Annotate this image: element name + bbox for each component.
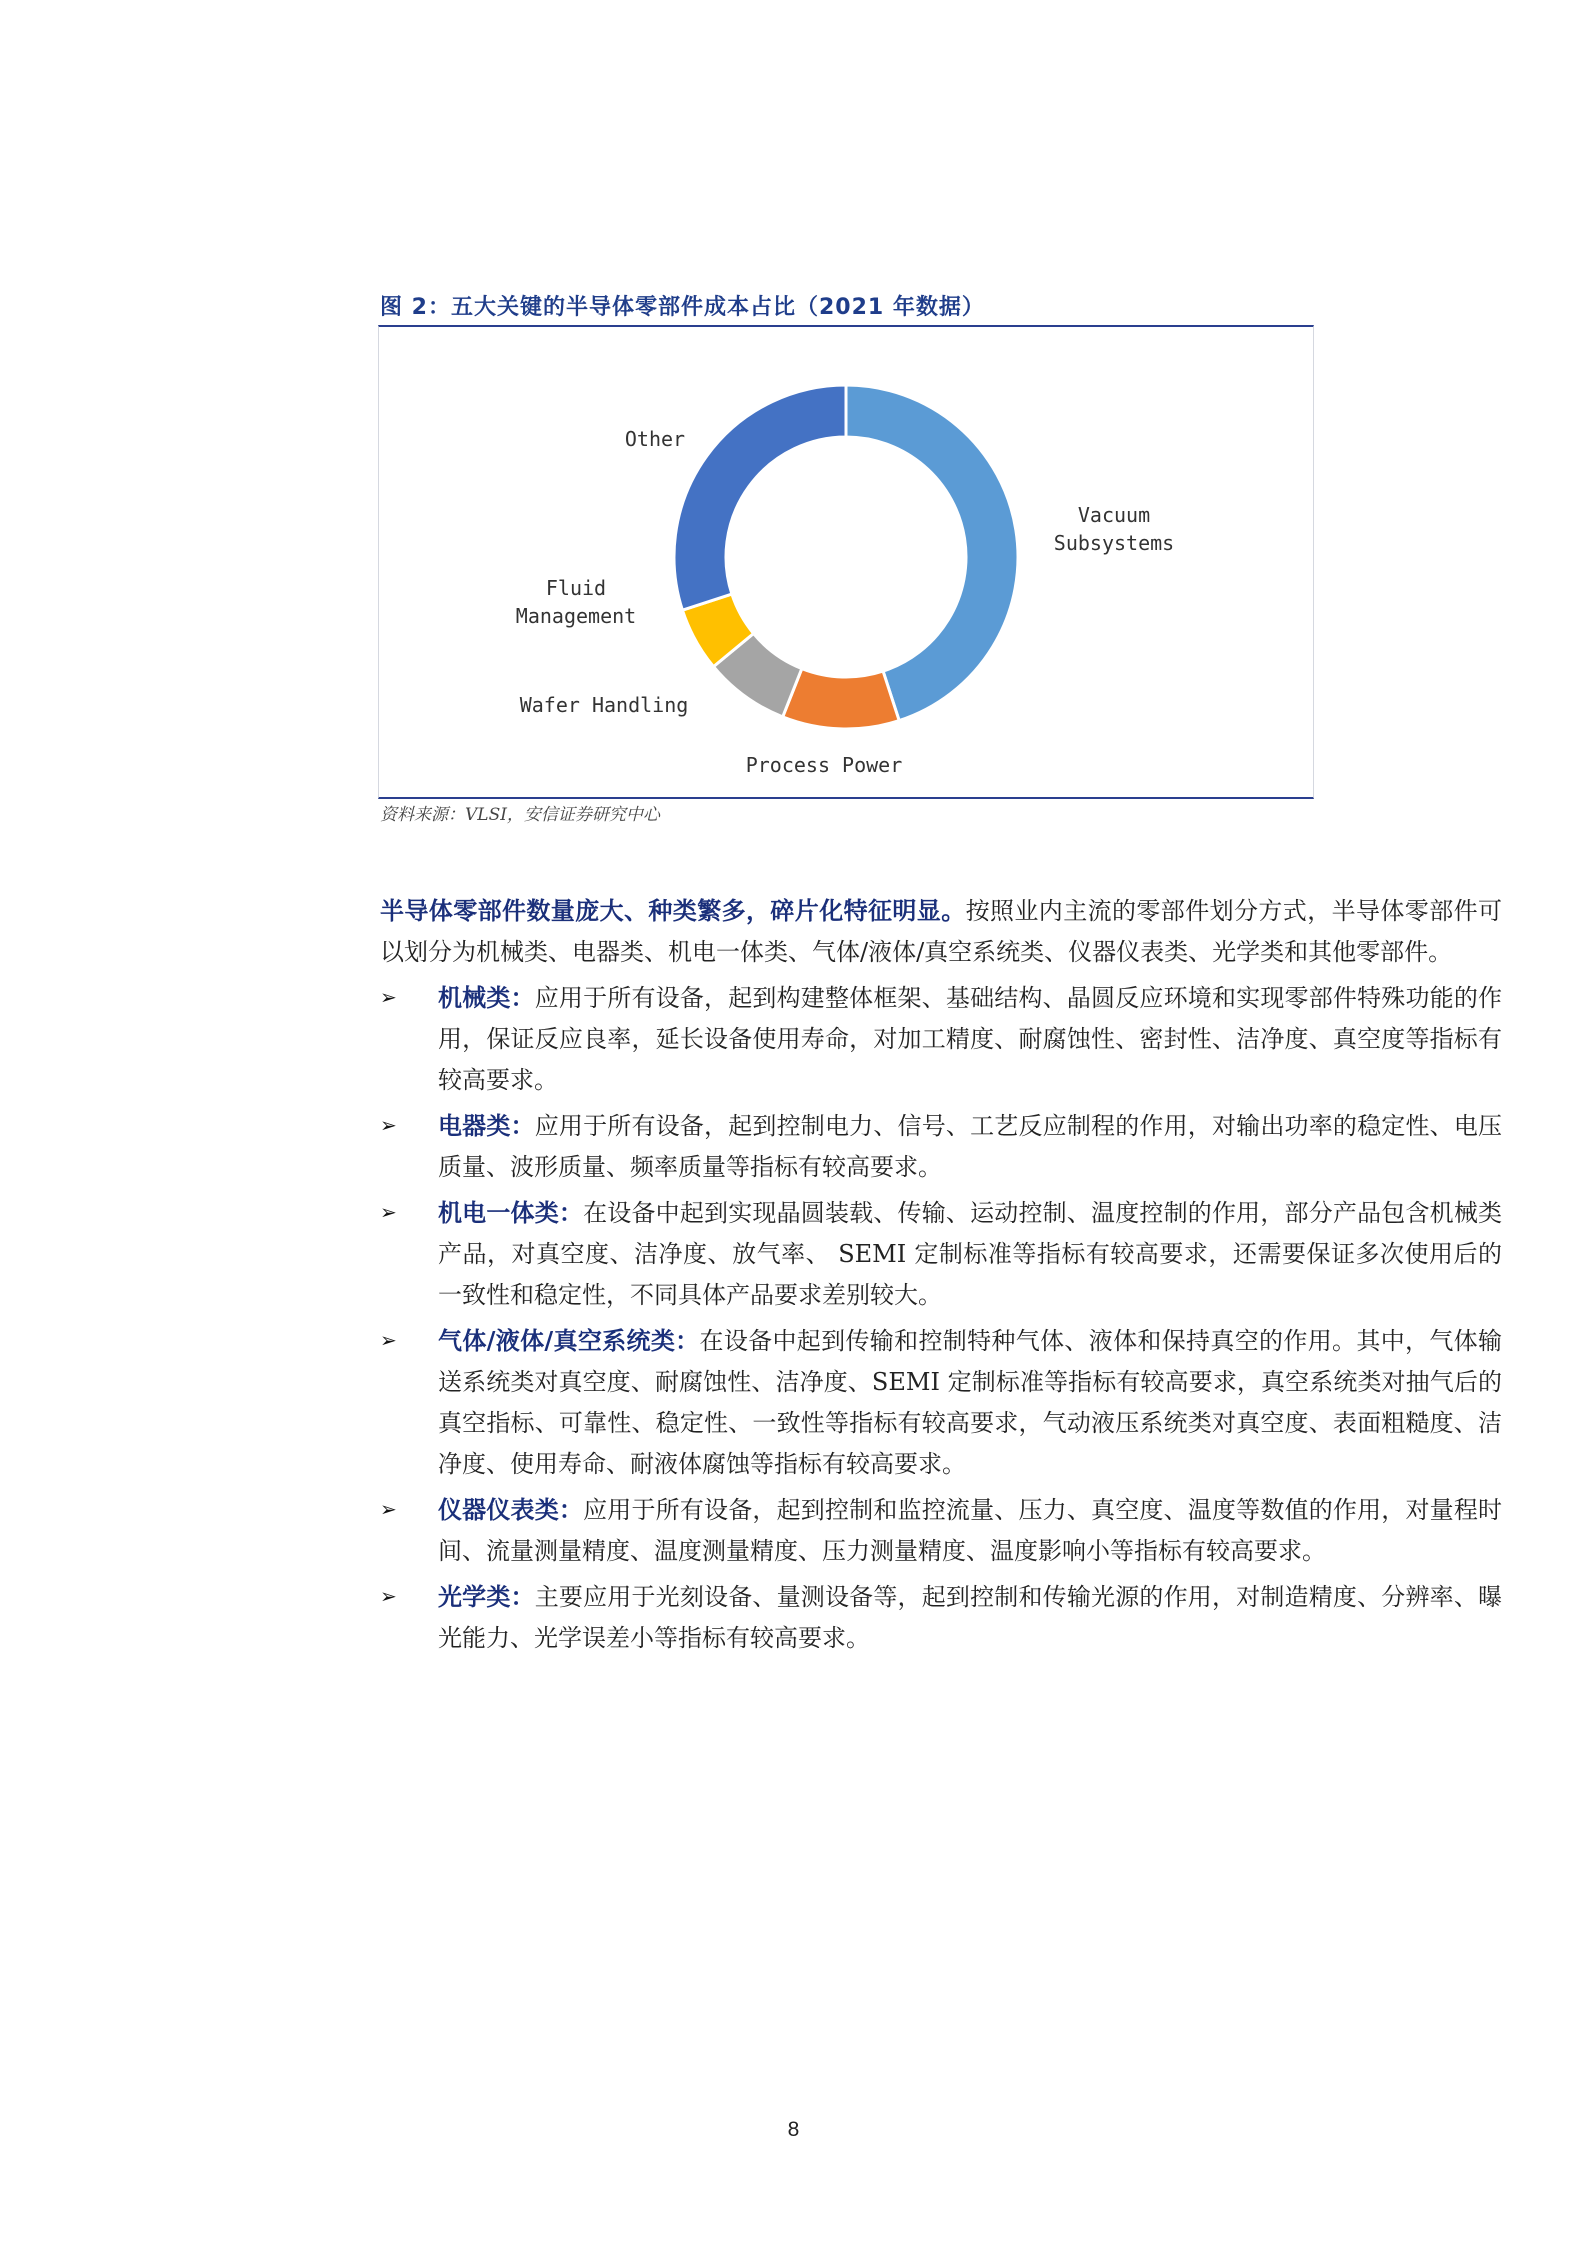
arrow-bullet-icon: ➢ — [380, 1497, 397, 1521]
intro-bold: 半导体零部件数量庞大、种类繁多，碎片化特征明显。 — [380, 896, 966, 925]
list-item-text: 应用于所有设备，起到控制和监控流量、压力、真空度、温度等数值的作用，对量程时间、流量测量精度、温度测量精度、压力测量精度、温度影响小等指标有较高要求。 — [438, 1496, 1503, 1565]
list-item-heading: 光学类： — [438, 1582, 535, 1611]
arrow-bullet-icon: ➢ — [380, 1584, 397, 1608]
slice-label: Fluid Management — [515, 576, 637, 628]
arrow-bullet-icon: ➢ — [380, 1200, 397, 1224]
list-item-heading: 机电一体类： — [438, 1198, 584, 1227]
list-item — [380, 1192, 1502, 1316]
slice-label: Other — [624, 427, 686, 451]
body-text — [380, 890, 1502, 1663]
list-item — [380, 1320, 1502, 1485]
donut-chart — [379, 327, 1313, 797]
list-item — [380, 1105, 1502, 1188]
page-number: 8 — [787, 2118, 800, 2141]
slice-label: Vacuum Subsystems — [1053, 503, 1175, 555]
slice-label: Process Power — [745, 753, 903, 777]
list-item-heading: 仪器仪表类： — [438, 1495, 584, 1524]
list-item-heading: 气体/液体/真空系统类： — [438, 1326, 700, 1355]
intro-text: 按照业内主流的零部件划分方式，半导体零部件可以划分为机械类、电器类、机电一体类、气体/液体/真空系统类、仪器仪表类、光学类和其他零部件。 — [380, 897, 1503, 966]
pie-slice-process-power — [783, 669, 899, 729]
pie-slice-vacuum-subsystems — [846, 385, 1018, 721]
list-item — [380, 1576, 1502, 1659]
figure-title: 图 2：五大关键的半导体零部件成本占比（2021 年数据） — [380, 295, 985, 320]
list-item-text: 应用于所有设备，起到控制电力、信号、工艺反应制程的作用，对输出功率的稳定性、电压质量、波形质量、频率质量等指标有较高要求。 — [438, 1112, 1503, 1181]
list-item-heading: 电器类： — [438, 1111, 535, 1140]
list-item-text: 在设备中起到实现晶圆装载、传输、运动控制、温度控制的作用，部分产品包含机械类产品，对真空度、洁净度、放气率、 SEMI 定制标准等指标有较高要求，还需要保证多次使用后的一致性和稳定性，不同具体产品要求差别较大。 — [438, 1199, 1503, 1309]
slice-label: Wafer Handling — [519, 693, 689, 717]
list-item — [380, 1489, 1502, 1572]
list-item-text: 主要应用于光刻设备、量测设备等，起到控制和传输光源的作用，对制造精度、分辨率、曝光能力、光学误差小等指标有较高要求。 — [438, 1583, 1503, 1652]
figure-source: 资料来源：VLSI，安信证券研究中心 — [380, 805, 660, 825]
chart-container — [378, 325, 1314, 799]
pie-slice-other — [674, 385, 846, 610]
list-item-text: 在设备中起到传输和控制特种气体、液体和保持真空的作用。其中，气体输送系统类对真空度、耐腐蚀性、洁净度、SEMI 定制标准等指标有较高要求，真空系统类对抽气后的真空指标、可靠性、稳定性、一致性等指标有较高要求，气动液压系统类对真空度、表面粗糙度、洁净度、使用寿命、耐液体腐蚀等指标有较高要求。 — [438, 1327, 1503, 1478]
list-item-heading: 机械类： — [438, 983, 535, 1012]
intro-paragraph — [380, 890, 1502, 973]
list-item — [380, 977, 1502, 1101]
arrow-bullet-icon: ➢ — [380, 985, 397, 1009]
list-item-text: 应用于所有设备，起到构建整体框架、基础结构、晶圆反应环境和实现零部件特殊功能的作用，保证反应良率，延长设备使用寿命，对加工精度、耐腐蚀性、密封性、洁净度、真空度等指标有较高要求。 — [438, 984, 1503, 1094]
arrow-bullet-icon: ➢ — [380, 1328, 397, 1352]
arrow-bullet-icon: ➢ — [380, 1113, 397, 1137]
